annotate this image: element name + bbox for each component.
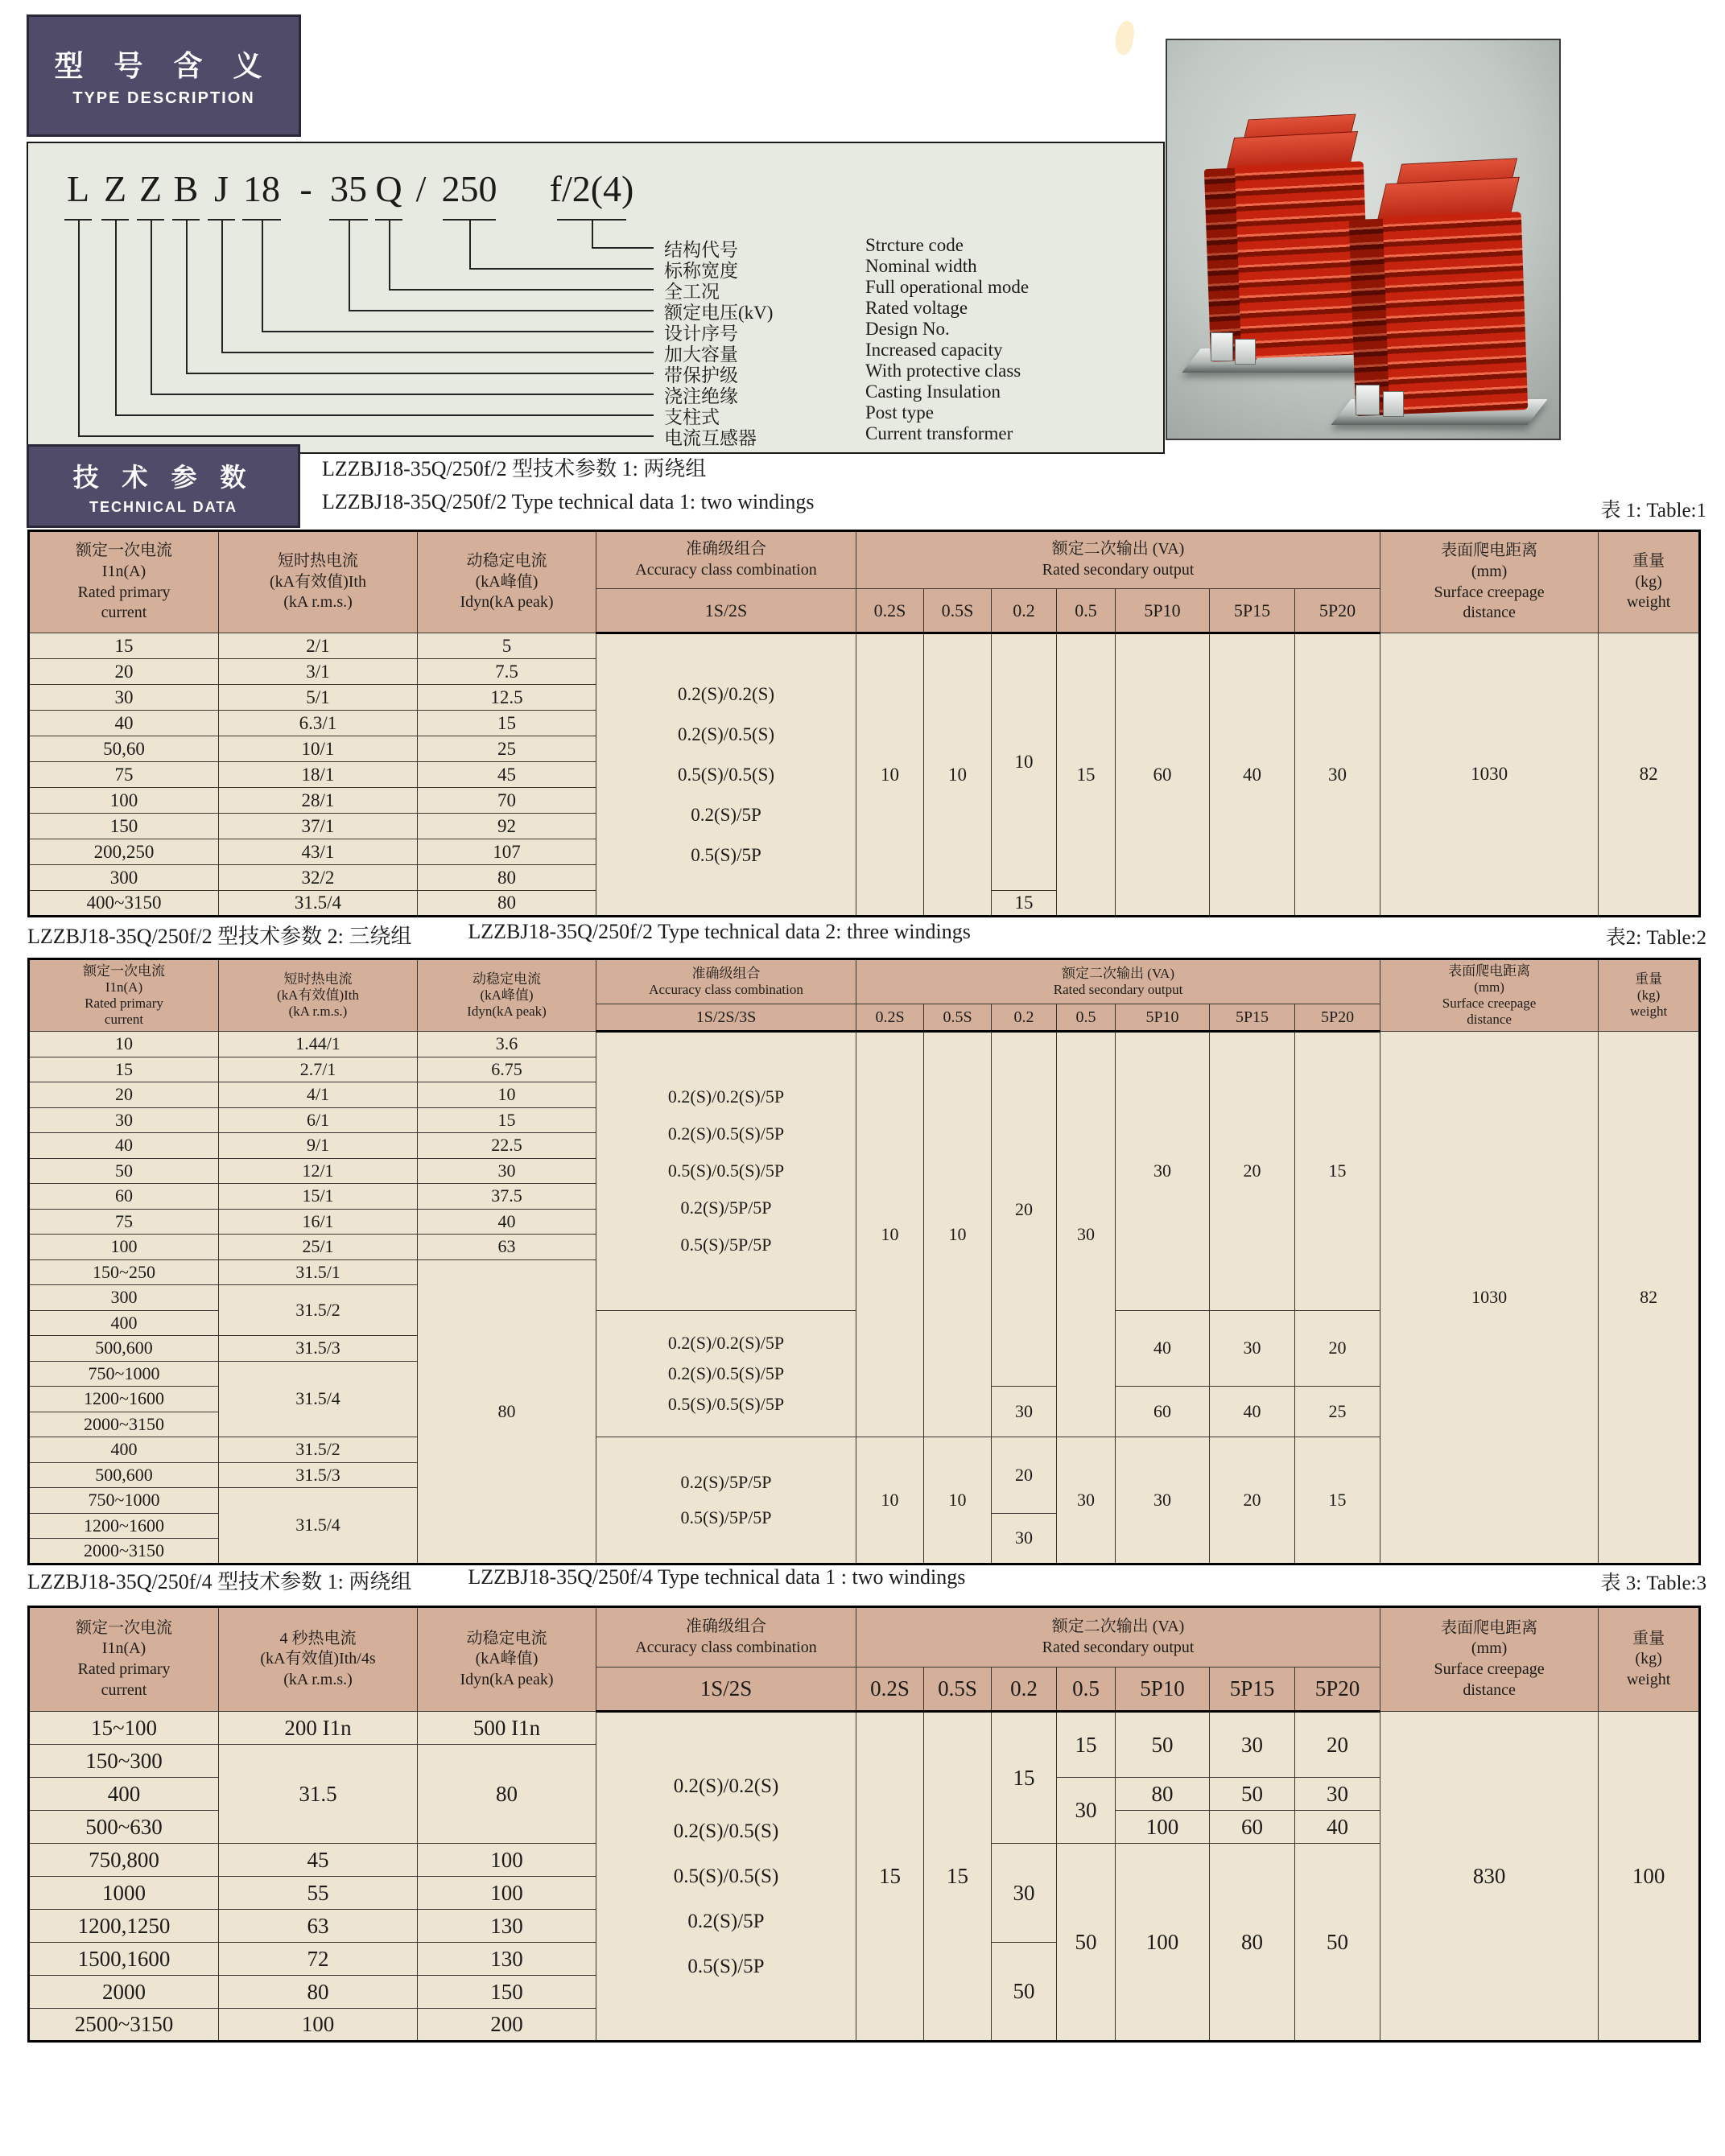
hdr-va-col: 5P15	[1210, 1004, 1295, 1032]
type-label-zh: 结构代号	[664, 240, 738, 260]
cell: 31.5/4	[219, 1361, 418, 1437]
caption-en: LZZBJ18-35Q/250f/2 Type technical data 2: three windings	[468, 920, 971, 943]
code-part: 35	[330, 168, 367, 209]
hdr-primary-current: 额定一次电流 I1n(A) Rated primary current	[29, 531, 219, 633]
cell: 22.5	[418, 1133, 596, 1159]
cell: 15	[924, 1712, 992, 2042]
hdr-va-col: 0.2	[992, 1667, 1057, 1712]
cell: 830	[1380, 1712, 1599, 2042]
hdr-va-col: 5P10	[1116, 589, 1210, 633]
cell: 20	[1210, 1437, 1295, 1564]
terminal-block	[1356, 385, 1380, 415]
type-code-diagram	[27, 142, 1165, 454]
cell: 30	[1057, 1778, 1116, 1844]
hdr-va-col: 0.2S	[856, 1667, 924, 1712]
cell: 40	[1210, 633, 1295, 917]
badge-title-en: TYPE DESCRIPTION	[72, 89, 255, 107]
cell: 750~1000	[29, 1488, 219, 1514]
type-label-zh: 电流互感器	[664, 428, 757, 448]
cell: 400	[29, 1310, 219, 1336]
cell: 63	[219, 1910, 418, 1943]
hdr-accuracy: 准确级组合 Accuracy class combination	[596, 959, 856, 1004]
cell: 30	[992, 1513, 1057, 1564]
code-part: Q	[375, 168, 402, 209]
cell: 60	[1116, 1387, 1210, 1437]
cell: 30	[29, 1107, 219, 1133]
type-label-en: Post type	[865, 402, 934, 423]
code-part: Z	[138, 168, 163, 209]
type-label-zh: 加大容量	[664, 344, 738, 365]
cell: 80	[418, 891, 596, 917]
table3-two-windings-f4	[27, 1606, 1701, 2043]
hdr-dynamic-current: 动稳定电流 (kA峰值) Idyn(kA peak)	[418, 959, 596, 1032]
cell: 100	[1116, 1811, 1210, 1844]
terminal-block	[1235, 339, 1256, 365]
cell: 20	[1210, 1032, 1295, 1311]
hdr-secondary-output: 额定二次输出 (VA) Rated secondary output	[856, 531, 1380, 589]
cell: 10/1	[219, 736, 418, 762]
cell: 80	[219, 1976, 418, 2009]
cell: 300	[29, 865, 219, 891]
cell: 10	[856, 633, 924, 917]
cell: 45	[418, 762, 596, 788]
caption-zh: LZZBJ18-35Q/250f/2 型技术参数 2: 三绕组	[27, 925, 412, 948]
type-label-zh: 浇注绝缘	[664, 386, 738, 406]
hdr-va-col: 0.5	[1057, 1004, 1116, 1032]
cell: 60	[1116, 633, 1210, 917]
hdr-thermal-current: 短时热电流 (kA有效值)Ith (kA r.m.s.)	[219, 959, 418, 1032]
hdr-weight: 重量 (kg) weight	[1599, 959, 1700, 1032]
hdr-accuracy: 准确级组合 Accuracy class combination	[596, 531, 856, 589]
cell: 15/1	[219, 1184, 418, 1210]
hdr-va-col: 0.5S	[924, 1667, 992, 1712]
cell: 10	[924, 1437, 992, 1564]
cell: 16/1	[219, 1209, 418, 1235]
type-label-en: With protective class	[865, 361, 1021, 381]
type-label-en: Design No.	[865, 319, 950, 339]
cell: 2000	[29, 1976, 219, 2009]
type-description-badge	[27, 14, 301, 137]
cell: 6.75	[418, 1057, 596, 1082]
hdr-va-col: 0.5	[1057, 589, 1116, 633]
accuracy-cell: 0.2(S)/0.2(S) 0.2(S)/0.5(S) 0.5(S)/0.5(S) 0.2(S)/5P 0.5(S)/5P	[596, 1712, 856, 2042]
hdr-va-col: 0.5S	[924, 1004, 992, 1032]
cell: 200 I1n	[219, 1712, 418, 1745]
cell: 20	[1295, 1712, 1380, 1778]
cell: 12/1	[219, 1158, 418, 1184]
cell: 107	[418, 839, 596, 865]
code-part: B	[173, 168, 199, 209]
cell: 100	[29, 1235, 219, 1260]
cell: 25	[1295, 1387, 1380, 1437]
hdr-va-col: 0.2	[992, 1004, 1057, 1032]
cell: 82	[1599, 1032, 1700, 1564]
cell: 40	[418, 1209, 596, 1235]
cell: 32/2	[219, 865, 418, 891]
cell: 31.5/2	[219, 1437, 418, 1463]
cell: 12.5	[418, 685, 596, 711]
cell: 100	[418, 1844, 596, 1877]
cell: 1030	[1380, 1032, 1599, 1564]
hdr-creepage: 表面爬电距离 (mm) Surface creepage distance	[1380, 1607, 1599, 1712]
cell: 15	[992, 1712, 1057, 1844]
cell: 10	[29, 1032, 219, 1057]
cell: 15	[1057, 633, 1116, 917]
cell: 1200~1600	[29, 1513, 219, 1539]
type-label-en: Full operational mode	[865, 277, 1030, 297]
hdr-va-col: 5P10	[1116, 1667, 1210, 1712]
type-label-row	[664, 423, 1013, 450]
cell: 1200~1600	[29, 1387, 219, 1412]
cell: 100	[219, 2009, 418, 2042]
cell: 2000~3150	[29, 1539, 219, 1564]
cell: 43/1	[219, 839, 418, 865]
cell: 30	[1057, 1437, 1116, 1564]
cell: 500 I1n	[418, 1712, 596, 1745]
cell: 37.5	[418, 1184, 596, 1210]
hdr-va-col: 5P10	[1116, 1004, 1210, 1032]
cell: 31.5/4	[219, 1488, 418, 1564]
cell: 10	[924, 1032, 992, 1437]
type-label-en: Strcture code	[865, 235, 964, 255]
code-part: L	[66, 168, 90, 209]
hdr-dynamic-current: 动稳定电流 (kA峰值) Idyn(kA peak)	[418, 531, 596, 633]
cell: 40	[29, 1133, 219, 1159]
cell: 2.7/1	[219, 1057, 418, 1082]
cell: 60	[29, 1184, 219, 1210]
table1-ref: 表 1: Table:1	[1600, 500, 1706, 521]
cell: 500~630	[29, 1811, 219, 1844]
cell: 1000	[29, 1877, 219, 1910]
cell: 40	[1116, 1310, 1210, 1387]
hdr-creepage: 表面爬电距离 (mm) Surface creepage distance	[1380, 959, 1599, 1032]
code-part: f/2(4)	[549, 168, 634, 209]
cell: 20	[29, 1082, 219, 1108]
cell: 37/1	[219, 814, 418, 839]
cell: 100	[418, 1877, 596, 1910]
cell: 150	[29, 814, 219, 839]
table2-ref: 表2: Table:2	[1605, 927, 1706, 949]
cell: 30	[1057, 1032, 1116, 1437]
cell: 25/1	[219, 1235, 418, 1260]
cell: 400~3150	[29, 891, 219, 917]
cell: 82	[1599, 633, 1700, 917]
cell: 28/1	[219, 788, 418, 814]
cell: 20	[1295, 1310, 1380, 1387]
cell: 31.5/2	[219, 1285, 418, 1336]
hdr-va-col: 0.2	[992, 589, 1057, 633]
cell: 100	[29, 788, 219, 814]
cell: 45	[219, 1844, 418, 1877]
cell: 92	[418, 814, 596, 839]
cell: 80	[418, 865, 596, 891]
cell: 7.5	[418, 659, 596, 685]
cell: 75	[29, 1209, 219, 1235]
cell: 500,600	[29, 1462, 219, 1488]
type-label-zh: 全工况	[664, 282, 720, 302]
cell: 30	[29, 685, 219, 711]
cell: 40	[29, 711, 219, 736]
cell: 2/1	[219, 633, 418, 659]
cell: 75	[29, 762, 219, 788]
type-label-en: Rated voltage	[865, 298, 968, 318]
hdr-primary-current: 额定一次电流 I1n(A) Rated primary current	[29, 959, 219, 1032]
cell: 10	[924, 633, 992, 917]
cell: 72	[219, 1943, 418, 1976]
cell: 150~250	[29, 1259, 219, 1285]
decorative-mark	[1112, 19, 1137, 56]
technical-data-badge	[27, 444, 300, 528]
cell: 15	[856, 1712, 924, 2042]
accuracy-cell: 0.2(S)/0.2(S)/5P 0.2(S)/0.5(S)/5P 0.5(S)/0.5(S)/5P 0.2(S)/5P/5P 0.5(S)/5P/5P	[596, 1032, 856, 1311]
table1-caption	[322, 452, 1706, 523]
type-label-zh: 标称宽度	[664, 261, 738, 281]
cell: 50,60	[29, 736, 219, 762]
accuracy-cell: 0.2(S)/0.2(S)/5P 0.2(S)/0.5(S)/5P 0.5(S)/0.5(S)/5P	[596, 1310, 856, 1437]
code-part: /	[415, 168, 427, 209]
hdr-va-col: 0.5S	[924, 589, 992, 633]
type-label-en: Casting Insulation	[865, 381, 1001, 402]
cell: 15	[1057, 1712, 1116, 1778]
hdr-secondary-output: 额定二次输出 (VA) Rated secondary output	[856, 1607, 1380, 1667]
cell: 1.44/1	[219, 1032, 418, 1057]
badge-title-zh: 型 号 含 义	[54, 49, 274, 82]
cell: 15	[992, 891, 1057, 917]
cell: 10	[992, 633, 1057, 891]
code-part: 18	[243, 168, 280, 209]
type-label-en: Nominal width	[865, 256, 977, 276]
product-photo	[1166, 39, 1561, 440]
cell: 20	[29, 659, 219, 685]
cell: 6/1	[219, 1107, 418, 1133]
cell: 50	[1295, 1844, 1380, 2042]
cell: 80	[418, 1259, 596, 1564]
hdr-creepage: 表面爬电距离 (mm) Surface creepage distance	[1380, 531, 1599, 633]
connector-line	[78, 221, 654, 437]
cell: 30	[1116, 1032, 1210, 1311]
caption-en: LZZBJ18-35Q/250f/2 Type technical data 1: two windings	[322, 490, 815, 513]
cell: 100	[1116, 1844, 1210, 2042]
terminal-block	[1383, 391, 1404, 417]
type-label-en: Current transformer	[865, 423, 1013, 443]
cell: 130	[418, 1943, 596, 1976]
transformer-right	[1352, 161, 1537, 435]
cell: 30	[1295, 633, 1380, 917]
cell: 5	[418, 633, 596, 659]
caption-zh: LZZBJ18-35Q/250f/2 型技术参数 1: 两绕组	[322, 457, 707, 480]
cell: 9/1	[219, 1133, 418, 1159]
cell: 31.5/3	[219, 1462, 418, 1488]
cell: 15	[1295, 1032, 1380, 1311]
hdr-va-col: 0.2S	[856, 1004, 924, 1032]
cell: 60	[1210, 1811, 1295, 1844]
cell: 3/1	[219, 659, 418, 685]
cell: 15	[418, 711, 596, 736]
type-label-en: Increased capacity	[865, 340, 1003, 360]
hdr-thermal-current: 短时热电流 (kA有效值)Ith (kA r.m.s.)	[219, 531, 418, 633]
cell: 500,600	[29, 1336, 219, 1362]
hdr-accuracy: 准确级组合 Accuracy class combination	[596, 1607, 856, 1667]
cell: 30	[1116, 1437, 1210, 1564]
cell: 300	[29, 1285, 219, 1311]
cell: 30	[992, 1387, 1057, 1437]
cell: 31.5/1	[219, 1259, 418, 1285]
cell: 10	[856, 1032, 924, 1437]
hdr-va-col: 5P20	[1295, 589, 1380, 633]
hdr-primary-current: 额定一次电流 I1n(A) Rated primary current	[29, 1607, 219, 1712]
cell: 80	[418, 1745, 596, 1844]
cell: 18/1	[219, 762, 418, 788]
cell: 15	[29, 1057, 219, 1082]
cell: 15~100	[29, 1712, 219, 1745]
cell: 30	[1295, 1778, 1380, 1811]
cell: 50	[1210, 1778, 1295, 1811]
hdr-va-col: 5P20	[1295, 1004, 1380, 1032]
cell: 400	[29, 1778, 219, 1811]
type-label-zh: 设计序号	[664, 324, 738, 344]
cell: 1030	[1380, 633, 1599, 917]
cell: 31.5/4	[219, 891, 418, 917]
cell: 400	[29, 1437, 219, 1463]
cell: 3.6	[418, 1032, 596, 1057]
cell: 40	[1210, 1387, 1295, 1437]
cell: 20	[992, 1437, 1057, 1514]
hdr-va-col: 0.5	[1057, 1667, 1116, 1712]
table3-ref: 表 3: Table:3	[1600, 1573, 1706, 1594]
table2-caption	[27, 920, 1706, 952]
hdr-acc-sub: 1S/2S/3S	[596, 1004, 856, 1032]
hdr-va-col: 0.2S	[856, 589, 924, 633]
hdr-weight: 重量 (kg) weight	[1599, 1607, 1700, 1712]
accuracy-cell: 0.2(S)/0.2(S) 0.2(S)/0.5(S) 0.5(S)/0.5(S) 0.2(S)/5P 0.5(S)/5P	[596, 633, 856, 917]
cell: 10	[856, 1437, 924, 1564]
cell: 150~300	[29, 1745, 219, 1778]
caption-en: LZZBJ18-35Q/250f/4 Type technical data 1 : two windings	[468, 1565, 966, 1589]
cell: 30	[418, 1158, 596, 1184]
cell: 31.5/3	[219, 1336, 418, 1362]
cell: 50	[29, 1158, 219, 1184]
badge-title-en: TECHNICAL DATA	[89, 498, 237, 515]
code-part: J	[214, 168, 229, 209]
cell: 100	[1599, 1712, 1700, 2042]
cell: 2000~3150	[29, 1412, 219, 1437]
hdr-va-col: 5P15	[1210, 589, 1295, 633]
caption-zh: LZZBJ18-35Q/250f/4 型技术参数 1: 两绕组	[27, 1570, 412, 1593]
cell: 50	[1057, 1844, 1116, 2042]
accuracy-cell: 0.2(S)/5P/5P 0.5(S)/5P/5P	[596, 1437, 856, 1564]
cell: 5/1	[219, 685, 418, 711]
hdr-va-col: 5P15	[1210, 1667, 1295, 1712]
cell: 30	[1210, 1712, 1295, 1778]
cell: 150	[418, 1976, 596, 2009]
badge-title-zh: 技 术 参 数	[72, 462, 254, 492]
cell: 2500~3150	[29, 2009, 219, 2042]
terminal-block	[1211, 332, 1233, 361]
table2-three-windings	[27, 958, 1701, 1565]
table3-caption	[27, 1565, 1706, 1597]
type-label-zh: 带保护级	[664, 365, 738, 385]
cell: 200	[418, 2009, 596, 2042]
code-part: 250	[441, 168, 497, 209]
cell: 4/1	[219, 1082, 418, 1108]
cell: 63	[418, 1235, 596, 1260]
hdr-thermal-current-4s: 4 秒热电流 (kA有效值)Ith/4s (kA r.m.s.)	[219, 1607, 418, 1712]
hdr-dynamic-current: 动稳定电流 (kA峰值) Idyn(kA peak)	[418, 1607, 596, 1712]
cell: 750~1000	[29, 1361, 219, 1387]
cell: 80	[1210, 1844, 1295, 2042]
cell: 80	[1116, 1778, 1210, 1811]
cell: 10	[418, 1082, 596, 1108]
cell: 30	[1210, 1310, 1295, 1387]
cell: 6.3/1	[219, 711, 418, 736]
type-label-zh: 支柱式	[664, 407, 720, 427]
cell: 50	[1116, 1712, 1210, 1778]
cell: 1200,1250	[29, 1910, 219, 1943]
type-label-zh: 额定电压(kV)	[664, 303, 774, 323]
cell: 1500,1600	[29, 1943, 219, 1976]
cell: 15	[1295, 1437, 1380, 1564]
cell: 130	[418, 1910, 596, 1943]
cell: 15	[418, 1107, 596, 1133]
cell: 20	[992, 1032, 1057, 1387]
table1-two-windings	[27, 530, 1701, 917]
cell: 15	[29, 633, 219, 659]
cell: 750,800	[29, 1844, 219, 1877]
cell: 55	[219, 1877, 418, 1910]
cell: 50	[992, 1943, 1057, 2042]
hdr-weight: 重量 (kg) weight	[1599, 531, 1700, 633]
cell: 70	[418, 788, 596, 814]
hdr-acc-sub: 1S/2S	[596, 589, 856, 633]
cell: 200,250	[29, 839, 219, 865]
cell: 40	[1295, 1811, 1380, 1844]
code-part: Z	[103, 168, 127, 209]
hdr-va-col: 5P20	[1295, 1667, 1380, 1712]
code-part: -	[299, 168, 312, 209]
hdr-acc-sub: 1S/2S	[596, 1667, 856, 1712]
transformer-fins	[1383, 212, 1528, 414]
cell: 30	[992, 1844, 1057, 1943]
hdr-secondary-output: 额定二次输出 (VA) Rated secondary output	[856, 959, 1380, 1004]
cell: 31.5	[219, 1745, 418, 1844]
cell: 25	[418, 736, 596, 762]
